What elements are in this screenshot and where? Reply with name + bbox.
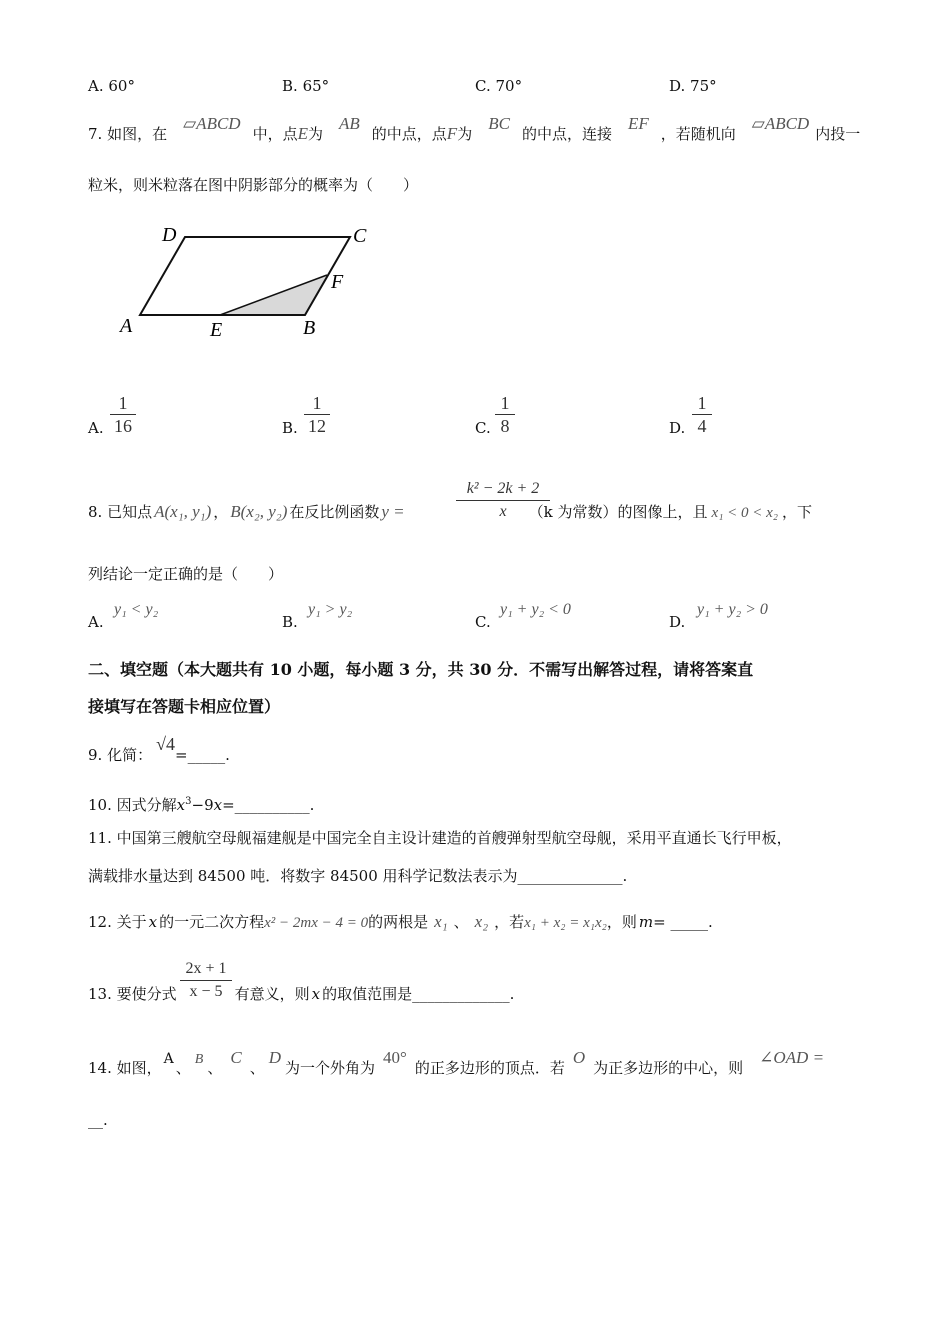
q8-stem-line1: 8. 已知点 A(x₁, y₁) ， B(x₂, y₂) 在反比例函数 y = （k 为常数）的图像上，且 x₁ < 0 < x₂ ，下 [88,502,813,521]
q8-option-a-label: A. [88,613,104,631]
parallelogram-abcd [140,237,350,315]
q9-stem: 9. 化简：√4=_____. [88,734,230,764]
q8-option-b-value: y₁ > y₂ [308,601,353,618]
q7-option-a-label: A. [88,419,104,437]
q8-option-a-value: y₁ < y₂ [114,601,159,618]
q7-option-a-fraction: 1 16 [110,392,136,437]
q8-stem-line2: 列结论一定正确的是（ ） [88,565,284,583]
q6-option-a: A. 60° [88,77,135,95]
label-a: A [120,315,133,337]
q8-function-fraction: k² − 2k + 2 x [456,478,550,523]
q11-stem-line2: 满载排水量达到 84500 吨．将数字 84500 用科学记数法表示为______________. [88,867,628,885]
label-c: C [353,225,367,247]
label-b: B [303,317,316,339]
label-d: D [162,224,177,246]
q8-option-c-label: C. [475,613,491,631]
q7-option-d-label: D. [669,419,686,437]
q13-fraction: 2x + 1 x − 5 [180,958,232,1003]
q7-stem-line1: 7. 如图，在▱ABCD中，点E为AB的中点，点F为BC的中点，连接EF，若随机向▱ABCD内投一 [88,114,861,143]
q7-option-d-fraction: 1 4 [692,392,712,437]
q7-stem-line2: 粒米，则米粒落在图中阴影部分的概率为（ ） [88,176,419,194]
q10-stem: 10. 因式分解$x^3-9x=\_\_\_\_\_\_\_\_\_\_$. [88,796,315,814]
section2-heading-line1: 二、填空题（本大题共有 10 小题，每小题 3 分，共 30 分．不需写出解答过程，请将答案直 [88,660,754,679]
q8-option-c-value: y₁ + y₂ < 0 [500,601,571,618]
q6-option-d: D. 75° [669,77,717,95]
q7-option-c-label: C. [475,419,491,437]
q12-stem: 12. 关于 x 的一元二次方程x² − 2mx − 4 = 0的两根是 x₁ 、 x₂ ，若x₁ + x₂ = x₁x₂，则 m= _____. [88,912,713,931]
q6-option-c: C. 70° [475,77,523,95]
q13-stem: 13. 要使分式 有意义，则 x 的取值范围是_____________. [88,985,515,1003]
q7-option-b-label: B. [282,419,298,437]
q11-stem-line1: 11. 中国第三艘航空母舰福建舰是中国完全自主设计建造的首艘弹射型航空母舰，采用平直通长飞行甲板， [88,829,792,847]
q14-stem-line2: __. [88,1111,108,1129]
label-e: E [210,319,223,341]
q8-option-b-label: B. [282,613,298,631]
q14-stem-line1: 14. 如图， A 、 B 、C、D为一个外角为40°的正多边形的顶点．若O为正多边形的中心，则∠OAD = [88,1048,825,1077]
q7-option-c-fraction: 1 8 [495,392,515,437]
q8-option-d-value: y₁ + y₂ > 0 [697,601,768,618]
q7-option-b-fraction: 1 12 [304,392,330,437]
section2-heading-line2: 接填写在答题卡相应位置） [88,697,281,716]
label-f: F [331,271,344,293]
q6-option-b: B. 65° [282,77,330,95]
q8-option-d-label: D. [669,613,686,631]
parallelogram-figure [110,220,390,350]
